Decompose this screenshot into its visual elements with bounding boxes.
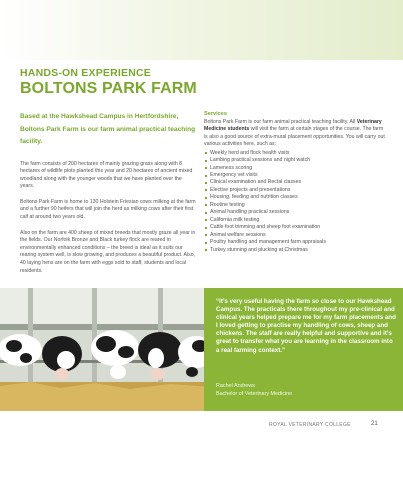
list-item: Lambing practical sessions and night watch [204,157,386,164]
list-item: Clinical examination and Rectal classes [204,179,386,186]
services-intro-bold: Veterinary Medicine students [204,119,382,133]
services-column [204,111,386,254]
header-background [0,0,403,60]
page-number: 21 [371,421,378,427]
testimonial-author: Rachel Andrews [216,383,255,389]
list-item: California milk testing [204,217,386,224]
section-kicker: HANDS-ON EXPERIENCE [20,67,151,79]
cows-photo [0,288,212,411]
page-heading [20,67,197,98]
list-item: Housing, feeding and nutrition classes [204,194,386,201]
list-item: Cattle foot trimming and sheep foot examination [204,224,386,231]
services-heading: Services [204,111,228,117]
list-item: Weekly herd and flock health visits [204,150,386,157]
testimonial-box [204,288,403,411]
services-intro-start: Boltons Park Farm is our farm animal practical teaching facility. All [204,119,357,125]
services-intro [204,119,386,149]
list-item: Turkey stunning and plucking at Christmas [204,247,386,254]
list-item: Routine testing [204,202,386,209]
services-list [204,150,386,254]
page-title: BOLTONS PARK FARM [20,80,197,97]
left-column [20,111,196,283]
services-intro-end: will visit the farm at certain stages of the course. The farm is also a good source of extra-mural placement opportunities. You will carry out various activities here, such as: [204,126,385,148]
list-item: Poultry handling and management farm appraisals [204,239,386,246]
list-item: Emergency vet visits [204,172,386,179]
paragraph-sheep-turkeys: Also on the farm are 400 sheep of mixed breeds that mostly graze all year in the fields. Our Norfolk Bronze and Black turkey flock are reared in environmentally enhanced conditions – the breed is ideal as it suits our rearing system well, is slow growing, and produces a beautiful product. Also, 40 laying hens are on the farm with eggs sold to staff, students and local residents. [20,229,196,274]
paragraph-cows: Boltons Park Farm is home to 130 Holstein Friesian cows milking at the farm and a further 90 heifers that will join the herd as milking cows after their first calf at around two years old. [20,198,196,221]
paragraph-land: The farm consists of 200 hectares of mainly grazing grass along with 8 hectares of wildlife plots planted this year and 20 hectares of ancient mixed woodland along with the younger woods that we have planted over the years. [20,160,193,190]
testimonial-role: Bachelor of Veterinary Medicine [216,391,293,397]
list-item: Elective projects and presentations [204,187,386,194]
footer-college-name: ROYAL VETERINARY COLLEGE [269,422,351,428]
list-item: Animal handling practical sessions [204,209,386,216]
list-item: Animal welfare sessions [204,232,386,239]
list-item: Lameness scoring [204,165,386,172]
intro-text: Based at the Hawkshead Campus in Hertfordshire, Boltons Park Farm is our farm animal practical teaching facility. [20,113,196,145]
testimonial-quote: “It’s very useful having the farm so close to our Hawkshead Campus. The practicals there throughout my pre-clinical and clinical years helped prepare me for my farm placements and I loved getting to practise my handling of cows, sheep and chickens. The staff are really helpful and supportive and it’s great to transfer what you are learning in the classroom into a real farming context.” [216,298,396,354]
